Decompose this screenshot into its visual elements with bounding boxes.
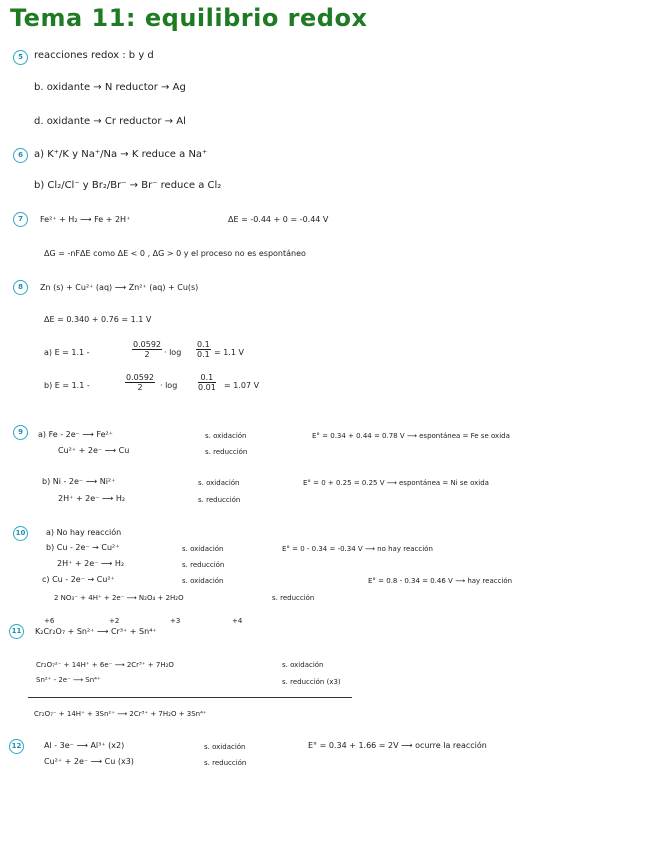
q10-a: a) No hay reacción bbox=[46, 528, 122, 537]
q8-b-result: = 1.07 V bbox=[224, 381, 260, 390]
q9-b-red-label: s. reducción bbox=[198, 496, 241, 504]
q5-heading: reacciones redox : b y d bbox=[34, 50, 154, 61]
page-title: Tema 11: equilibrio redox bbox=[10, 4, 368, 32]
q8-b-denominator: 2 bbox=[137, 383, 143, 392]
q8-a-log: · log bbox=[164, 348, 182, 357]
q10-b-potential: E° = 0 - 0.34 = -0.34 V ⟶ no hay reacción bbox=[282, 545, 433, 553]
q9-a-ox-label: s. oxidación bbox=[205, 432, 247, 440]
q9-b-oxidation: b) Ni - 2e⁻ ⟶ Ni²⁺ bbox=[42, 477, 116, 486]
q8-b-fraction bbox=[125, 373, 155, 392]
q11-oxidation-half: Sn²⁺ - 2e⁻ ⟶ Sn⁴⁺ bbox=[36, 676, 101, 684]
question-10-badge: 10 bbox=[13, 526, 28, 541]
q8-a-log-denominator: 0.1 bbox=[197, 350, 210, 359]
question-5-badge: 5 bbox=[13, 50, 28, 65]
q12-reduction: Cu²⁺ + 2e⁻ ⟶ Cu (x3) bbox=[44, 757, 134, 766]
q11-r2-label: s. reducción (x3) bbox=[282, 678, 341, 686]
q8-a-log-numerator: 0.1 bbox=[197, 340, 210, 349]
question-12-badge: 12 bbox=[9, 739, 24, 754]
question-11-badge: 11 bbox=[9, 624, 24, 639]
q10-c-red-label: s. reducción bbox=[272, 594, 315, 602]
q11-r1-label: s. oxidación bbox=[282, 661, 324, 669]
question-6-badge: 6 bbox=[13, 148, 28, 163]
q10-c-ox-label: s. oxidación bbox=[182, 577, 224, 585]
q7-delta-g: ΔG = -nFΔE como ΔE < 0 , ΔG > 0 y el proceso no es espontáneo bbox=[44, 249, 306, 258]
sum-divider bbox=[28, 697, 352, 698]
q8-b-numerator: 0.0592 bbox=[126, 373, 154, 382]
q6-b: b) Cl₂/Cl⁻ y Br₂/Br⁻ → Br⁻ reduce a Cl₂ bbox=[34, 180, 222, 191]
q11-ox-cr3: +3 bbox=[170, 617, 181, 625]
question-9-badge: 9 bbox=[13, 425, 28, 440]
q9-a-potential: E° = 0.34 + 0.44 = 0.78 V ⟶ espontánea = Fe se oxida bbox=[312, 432, 510, 440]
q8-a-fraction bbox=[132, 340, 162, 359]
q9-a-reduction: Cu²⁺ + 2e⁻ ⟶ Cu bbox=[58, 446, 130, 455]
q10-b-red-label: s. reducción bbox=[182, 561, 225, 569]
q8-b-log: · log bbox=[160, 381, 178, 390]
q8-a-log-fraction bbox=[196, 340, 211, 359]
q8-b-prefix: b) E = 1.1 - bbox=[44, 381, 90, 390]
q8-b-log-denominator: 0.01 bbox=[198, 383, 216, 392]
q10-c-oxidation: c) Cu - 2e⁻ → Cu²⁺ bbox=[42, 575, 115, 584]
q10-c-reduction: 2 NO₃⁻ + 4H⁺ + 2e⁻ ⟶ N₂O₄ + 2H₂O bbox=[54, 594, 184, 602]
q11-reduction-half: Cr₂O₇²⁻ + 14H⁺ + 6e⁻ ⟶ 2Cr³⁺ + 7H₂O bbox=[36, 661, 174, 669]
q8-reaction: Zn (s) + Cu²⁺ (aq) ⟶ Zn²⁺ (aq) + Cu(s) bbox=[40, 283, 199, 292]
q5-d: d. oxidante → Cr reductor → Al bbox=[34, 116, 186, 127]
q11-ox-sn2: +2 bbox=[109, 617, 120, 625]
q8-a-result: = 1.1 V bbox=[214, 348, 244, 357]
question-8-badge: 8 bbox=[13, 280, 28, 295]
q8-a-prefix: a) E = 1.1 - bbox=[44, 348, 90, 357]
q12-potential: E° = 0.34 + 1.66 = 2V ⟶ ocurre la reacción bbox=[308, 741, 487, 750]
q10-b-reduction: 2H⁺ + 2e⁻ ⟶ H₂ bbox=[57, 559, 125, 568]
q9-a-red-label: s. reducción bbox=[205, 448, 248, 456]
q8-b-log-numerator: 0.1 bbox=[198, 373, 216, 383]
q9-b-reduction: 2H⁺ + 2e⁻ ⟶ H₂ bbox=[58, 494, 126, 503]
q12-oxidation: Al - 3e⁻ ⟶ Al³⁺ (x2) bbox=[44, 741, 125, 750]
q9-b-ox-label: s. oxidación bbox=[198, 479, 240, 487]
q8-a-numerator: 0.0592 bbox=[133, 340, 161, 349]
q11-reaction: K₂Cr₂O₇ + Sn²⁺ ⟶ Cr³⁺ + Sn⁴⁺ bbox=[35, 627, 157, 636]
q8-delta-e: ΔE = 0.340 + 0.76 = 1.1 V bbox=[44, 315, 152, 324]
q7-delta-e: ΔE = -0.44 + 0 = -0.44 V bbox=[228, 215, 329, 224]
q11-total: Cr₂O₇⁻ + 14H⁺ + 3Sn²⁺ ⟶ 2Cr³⁺ + 7H₂O + 3Sn⁴⁺ bbox=[34, 710, 207, 718]
q12-ox-label: s. oxidación bbox=[204, 743, 246, 751]
q9-a-oxidation: a) Fe - 2e⁻ ⟶ Fe²⁺ bbox=[38, 430, 113, 439]
question-7-badge: 7 bbox=[13, 212, 28, 227]
q11-ox-cr: +6 bbox=[44, 617, 55, 625]
q5-b: b. oxidante → N reductor → Ag bbox=[34, 82, 186, 93]
q10-b-oxidation: b) Cu - 2e⁻ → Cu²⁺ bbox=[46, 543, 120, 552]
q8-b-log-fraction bbox=[198, 373, 216, 392]
q9-b-potential: E° = 0 + 0.25 = 0.25 V ⟶ espontánea = Ni se oxida bbox=[303, 479, 489, 487]
q11-ox-sn4: +4 bbox=[232, 617, 243, 625]
q10-c-potential: E° = 0.8 - 0.34 = 0.46 V ⟶ hay reacción bbox=[368, 577, 513, 585]
q6-a: a) K⁺/K y Na⁺/Na → K reduce a Na⁺ bbox=[34, 149, 208, 160]
q12-red-label: s. reducción bbox=[204, 759, 247, 767]
q7-reaction: Fe²⁺ + H₂ ⟶ Fe + 2H⁺ bbox=[40, 215, 131, 224]
q8-a-denominator: 2 bbox=[144, 350, 150, 359]
q10-b-ox-label: s. oxidación bbox=[182, 545, 224, 553]
